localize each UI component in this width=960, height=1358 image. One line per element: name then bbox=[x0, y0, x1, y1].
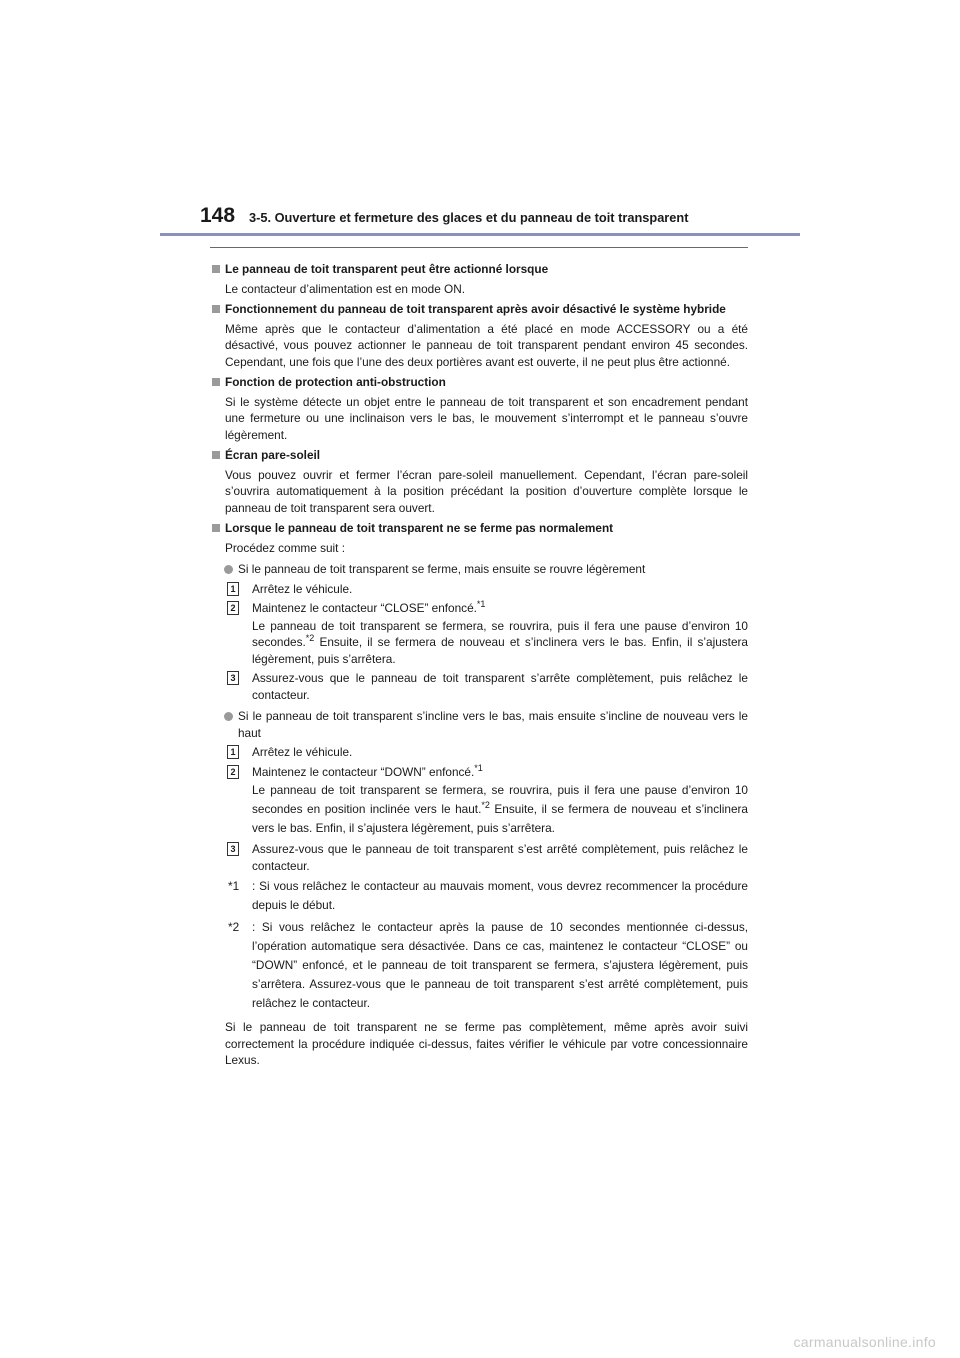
paragraph-sunshade: Vous pouvez ouvrir et fermer l’écran pare-soleil manuellement. Cependant, l’écran pare-soleil s’ouvrira automatiquement à la position précédant la position d’ouverture complète lorsque le panneau de toit transparent sera ouvert. bbox=[225, 467, 748, 515]
heading-not-closing: Lorsque le panneau de toit transparent ne se ferme pas normalement bbox=[210, 520, 748, 537]
footnote-mark: *1 bbox=[228, 879, 240, 893]
footnote-ref: *1 bbox=[476, 599, 486, 610]
step-number-1-icon: 1 bbox=[227, 745, 239, 759]
footnote-mark: *2 bbox=[228, 920, 240, 934]
square-bullet-icon bbox=[212, 524, 220, 532]
square-bullet-icon bbox=[212, 305, 220, 313]
paragraph-after-hybrid-off: Même après que le contacteur d’alimentation a été placé en mode ACCESSORY ou a été désactivé, vous pouvez actionner le panneau de toit transparent pendant environ 45 secondes. Cependant, une fois que l’une des deux portières avant est ouverte, il ne peut plus être actionné. bbox=[225, 321, 748, 369]
case-reopens-bullet: Si le panneau de toit transparent se ferme, mais ensuite se rouvre légèrement bbox=[210, 561, 748, 578]
footnote-1: *1 : Si vous relâchez le contacteur au mauvais moment, vous devrez recommencer la procédure depuis le début. bbox=[228, 879, 748, 912]
step-3: 3 Assurez-vous que le panneau de toit transparent s’arrête complètement, puis relâchez le contacteur. bbox=[210, 670, 748, 703]
step-3: 3 Assurez-vous que le panneau de toit transparent s’est arrêté complètement, puis relâchez le contacteur. bbox=[210, 841, 748, 874]
watermark: carmanualsonline.info bbox=[793, 1334, 936, 1350]
footnote-ref: *2 bbox=[481, 800, 490, 811]
square-bullet-icon bbox=[212, 451, 220, 459]
circle-bullet-icon bbox=[224, 712, 233, 721]
step-number-1-icon: 1 bbox=[227, 582, 239, 596]
header-rule bbox=[160, 233, 800, 236]
page-content bbox=[210, 257, 748, 1069]
step-2-detail: Le panneau de toit transparent se fermera, se rouvrira, puis il fera une pause d’environ 10 secondes en position inclinée vers le haut.$^{*2}$ Ensuite, il se fermera de nouveau et s’inclinera vers le bas. Enfin, il s’ajustera légèrement, puis s’arrêtera. bbox=[252, 783, 748, 835]
page-header bbox=[160, 200, 800, 236]
page-number: 148 bbox=[200, 204, 236, 227]
square-bullet-icon bbox=[212, 265, 220, 273]
footnote-ref: *2 bbox=[305, 633, 315, 644]
step-2: 2 Maintenez le contacteur “CLOSE” enfoncé.$^{*1}$ Le panneau de toit transparent se fermera, se rouvrira, puis il fera une pause d’environ 10 secondes.$^{*2}$ Ensuite, il se fermera de nouveau et s’inclinera vers le bas. Enfin, il s’ajustera légèrement, puis s’arrêtera. bbox=[210, 600, 748, 667]
step-number-3-icon: 3 bbox=[227, 842, 239, 856]
step-number-2-icon: 2 bbox=[227, 765, 239, 779]
step-2-detail: Le panneau de toit transparent se fermera, se rouvrira, puis il fera une pause d’environ 10 secondes.$^{*2}$ Ensuite, il se fermera de nouveau et s’inclinera vers le bas. Enfin, il s’ajustera légèrement, puis s’arrêtera. bbox=[252, 618, 748, 666]
paragraph-anti-obstruction: Si le système détecte un objet entre le panneau de toit transparent et son encadrement pendant une fermeture ou une inclinaison vers le bas, le mouvement s’interrompt et le panneau s’ouvre légèrement. bbox=[225, 394, 748, 442]
square-bullet-icon bbox=[212, 378, 220, 386]
step-number-3-icon: 3 bbox=[227, 671, 239, 685]
heading-sunshade: Écran pare-soleil bbox=[210, 447, 748, 464]
step-number-2-icon: 2 bbox=[227, 601, 239, 615]
paragraph-procedure-intro: Procédez comme suit : bbox=[225, 540, 345, 555]
footnote-ref: *1 bbox=[474, 762, 483, 773]
circle-bullet-icon bbox=[224, 565, 233, 574]
step-2: 2 Maintenez le contacteur “DOWN” enfoncé.$^{*1}$ Le panneau de toit transparent se fermera, se rouvrira, puis il fera une pause d’environ 10 secondes en position inclinée vers le haut.$^{*2}$ Ensuite, il se fermera de nouveau et s’inclinera vers le bas. Enfin, il s’ajustera légèrement, puis s’arrêtera. bbox=[210, 764, 748, 839]
heading-activation: Le panneau de toit transparent peut être actionné lorsque bbox=[210, 261, 748, 278]
heading-after-hybrid-off: Fonctionnement du panneau de toit transparent après avoir désactivé le système hybride bbox=[210, 301, 748, 318]
paragraph-activation: Le contacteur d’alimentation est en mode ON. bbox=[225, 281, 466, 296]
case-tilts-up-bullet: Si le panneau de toit transparent s’incline vers le bas, mais ensuite s’incline de nouveau vers le haut bbox=[210, 708, 748, 741]
footnote-2: *2 : Si vous relâchez le contacteur après la pause de 10 secondes mentionnée ci-dessus, l’opération automatique sera désactivée. Dans ce cas, maintenez le contacteur “CLOSE” ou “DOWN” enfoncé, et le panneau de toit transparent se fermera, s’ajustera légèrement, puis s’arrêtera. Assurez-vous que le panneau de toit transparent s’est arrêté complètement, puis relâchez le contacteur. bbox=[228, 920, 748, 1010]
step-1: 1 Arrêtez le véhicule. bbox=[210, 581, 748, 598]
step-1: 1 Arrêtez le véhicule. bbox=[210, 744, 748, 761]
heading-anti-obstruction: Fonction de protection anti-obstruction bbox=[210, 374, 748, 391]
section-title: 3-5. Ouverture et fermeture des glaces et du panneau de toit transparent bbox=[249, 210, 689, 225]
content-divider bbox=[210, 247, 748, 248]
closing-paragraph: Si le panneau de toit transparent ne se ferme pas complètement, même après avoir suivi correctement la procédure indiquée ci-dessus, faites vérifier le véhicule par votre concessionnaire Lexus. bbox=[225, 1020, 748, 1067]
